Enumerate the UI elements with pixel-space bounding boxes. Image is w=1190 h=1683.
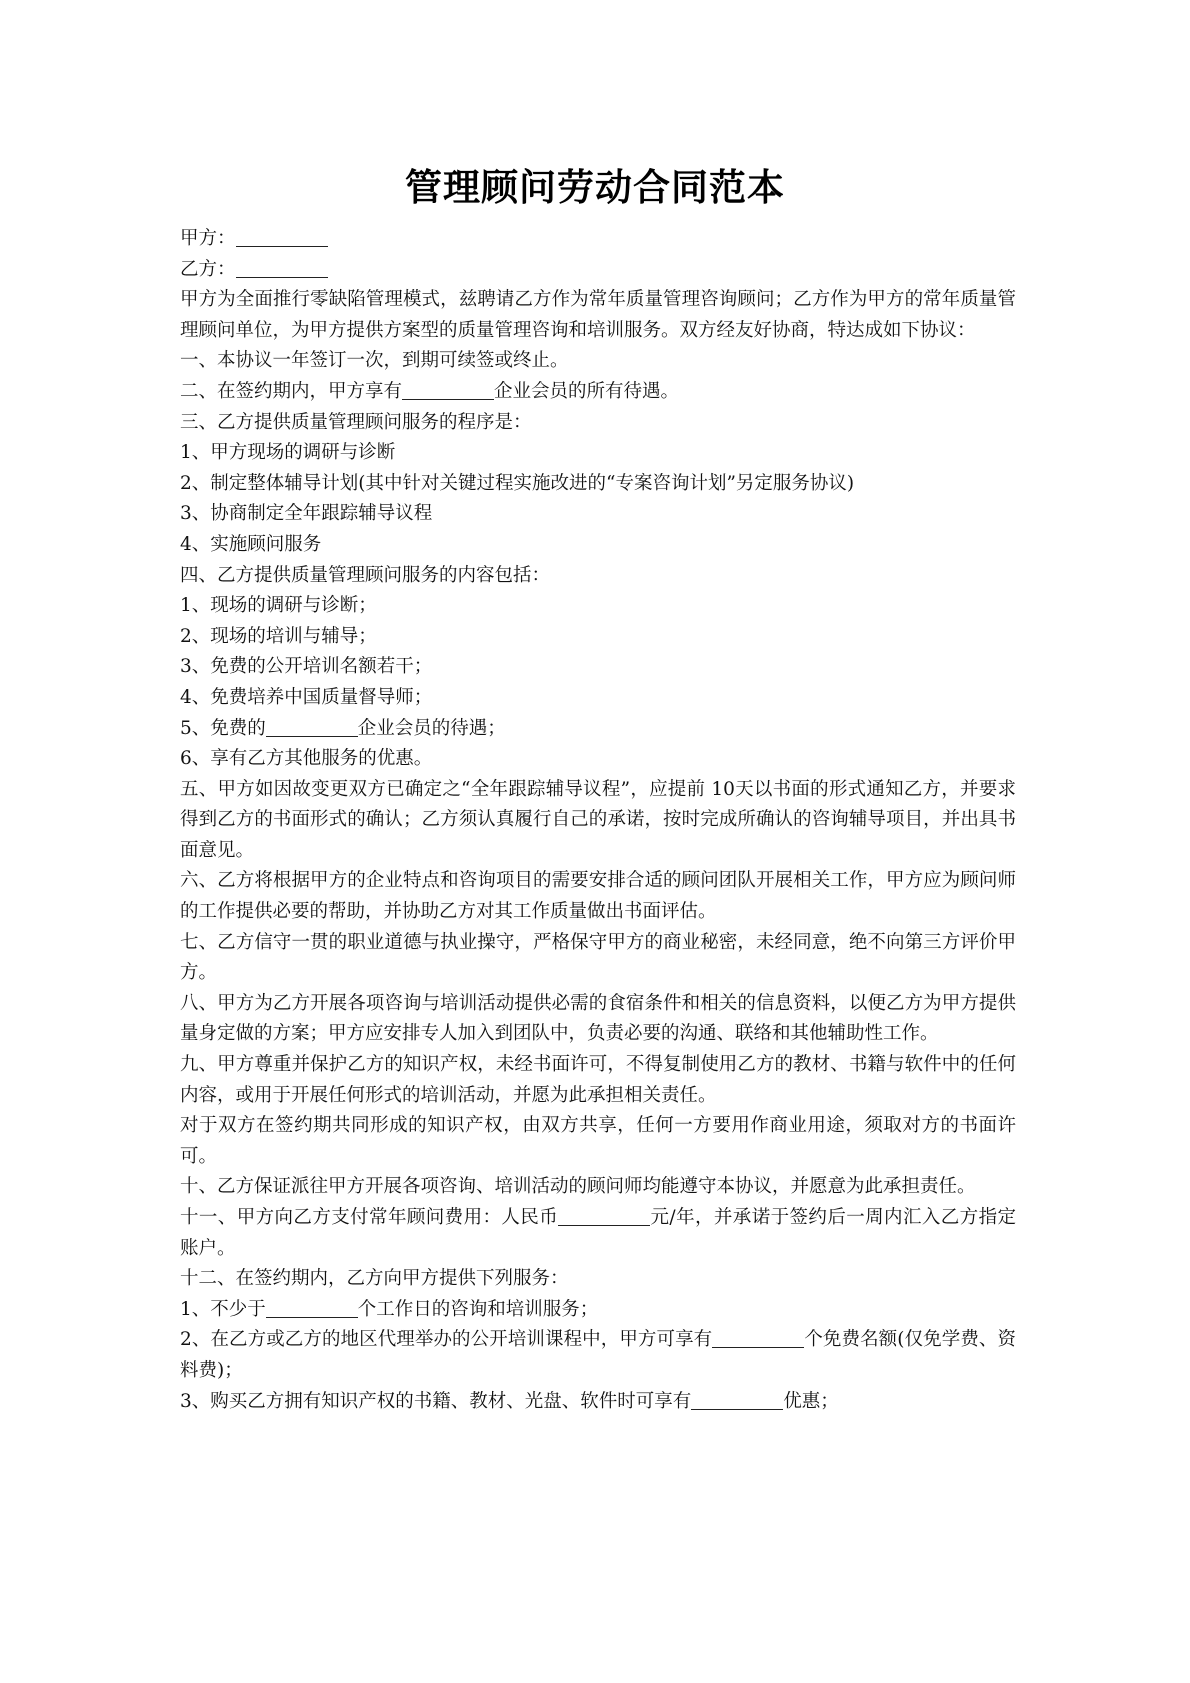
clause-6: 六、乙方将根据甲方的企业特点和咨询项目的需要安排合适的顾问团队开展相关工作，甲方应为顾问师的工作提供必要的帮助，并协助乙方对其工作质量做出书面评估。 <box>180 870 1016 923</box>
clause-8: 八、甲方为乙方开展各项咨询与培训活动提供必需的食宿条件和相关的信息资料，以便乙方为甲方提供量身定做的方案；甲方应安排专人加入到团队中，负责必要的沟通、联络和其他辅助性工作。 <box>180 992 1016 1045</box>
clause-3-item: 2、制定整体辅导计划(其中针对关键过程实施改进的“专案咨询计划”另定服务协议) <box>180 472 855 494</box>
clause-4-item: 2、现场的培训与辅导； <box>180 625 377 647</box>
party-b-label: 乙方： <box>180 258 236 280</box>
party-b-blank <box>236 258 328 278</box>
clause-12-item-2-text-after: 个免费名额(仅免学费、资料费)； <box>180 1329 1016 1381</box>
clause-4-item: 1、现场的调研与诊断； <box>180 595 377 617</box>
document-title: 管理顾问劳动合同范本 <box>405 166 785 209</box>
clause-3-item: 1、甲方现场的调研与诊断 <box>180 442 396 464</box>
clause-12-item-3-text-before: 3、购买乙方拥有知识产权的书籍、教材、光盘、软件时可享有 <box>180 1390 692 1412</box>
clause-12-item-3-blank <box>691 1390 783 1410</box>
clause-3-item: 4、实施顾问服务 <box>180 533 322 555</box>
clause-4-item: 3、免费的公开培训名额若干； <box>180 656 433 678</box>
clause-11-fee-blank <box>558 1207 650 1227</box>
clause-12-item-2 <box>180 1325 1016 1386</box>
party-a-line <box>180 224 1016 255</box>
clause-4-heading: 四、乙方提供质量管理顾问服务的内容包括： <box>180 564 551 586</box>
clause-12-item-1-text-after: 个工作日的咨询和培训服务； <box>357 1298 599 1320</box>
clause-4-item-5 <box>180 714 1016 745</box>
clause-12-item-2-blank <box>712 1329 804 1349</box>
clause-2-text-after: 企业会员的所有待遇。 <box>494 380 680 402</box>
clause-12-heading: 十二、在签约期内，乙方向甲方提供下列服务： <box>180 1268 569 1290</box>
document-body <box>180 224 1016 1417</box>
clause-5: 五、甲方如因故变更双方已确定之“全年跟踪辅导议程”，应提前 10天以书面的形式通知乙方，并要求得到乙方的书面形式的确认；乙方须认真履行自己的承诺，按时完成所确认的咨询辅导项目，并出具书面意见。 <box>180 778 1016 861</box>
clause-12-item-3-text-after: 优惠； <box>783 1390 839 1412</box>
clause-12-item-3 <box>180 1387 1016 1418</box>
clause-12-item-1-blank <box>266 1298 358 1318</box>
clause-4-item-5-blank <box>266 717 358 737</box>
clause-4-item-5-text-before: 5、免费的 <box>180 717 266 739</box>
clause-4-item-5-text-after: 企业会员的待遇； <box>357 717 506 739</box>
clause-11-text-after: 元/年，并承诺于签约后一周内汇入乙方指定账户。 <box>180 1207 1016 1259</box>
clause-2-blank <box>402 380 494 400</box>
clause-4-item: 4、免费培养中国质量督导师； <box>180 686 433 708</box>
party-a-blank <box>236 228 328 248</box>
clause-12-item-1 <box>180 1295 1016 1326</box>
clause-2 <box>180 377 1016 408</box>
clause-2-text-before: 二、在签约期内，甲方享有 <box>180 380 403 402</box>
clause-12-item-1-text-before: 1、不少于 <box>180 1298 266 1320</box>
preamble: 甲方为全面推行零缺陷管理模式，兹聘请乙方作为常年质量管理咨询顾问；乙方作为甲方的常年质量管理顾问单位，为甲方提供方案型的质量管理咨询和培训服务。双方经友好协商，特达成如下协议： <box>180 289 1016 341</box>
party-a-label: 甲方： <box>180 228 236 249</box>
clause-1: 一、本协议一年签订一次，到期可续签或终止。 <box>180 350 569 372</box>
clause-7: 七、乙方信守一贯的职业道德与执业操守，严格保守甲方的商业秘密，未经同意，绝不向第三方评价甲方。 <box>180 931 1016 984</box>
clause-9: 九、甲方尊重并保护乙方的知识产权，未经书面许可，不得复制使用乙方的教材、书籍与软件中的任何内容，或用于开展任何形式的培训活动，并愿为此承担相关责任。 <box>180 1054 1016 1106</box>
clause-3-item: 3、协商制定全年跟踪辅导议程 <box>180 503 433 525</box>
clause-11-text-before: 十一、甲方向乙方支付常年顾问费用：人民币 <box>180 1207 559 1228</box>
clause-12-item-2-text-before: 2、在乙方或乙方的地区代理举办的公开培训课程中，甲方可享有 <box>180 1329 713 1351</box>
clause-11 <box>180 1203 1016 1264</box>
clause-9-note: 对于双方在签约期共同形成的知识产权，由双方共享，任何一方要用作商业用途，须取对方的书面许可。 <box>180 1115 1016 1167</box>
clause-10: 十、乙方保证派往甲方开展各项咨询、培训活动的顾问师均能遵守本协议，并愿意为此承担责任。 <box>180 1176 976 1198</box>
clause-3-heading: 三、乙方提供质量管理顾问服务的程序是： <box>180 411 532 433</box>
party-b-line <box>180 255 1016 286</box>
clause-4-item-6: 6、享有乙方其他服务的优惠。 <box>180 748 433 770</box>
